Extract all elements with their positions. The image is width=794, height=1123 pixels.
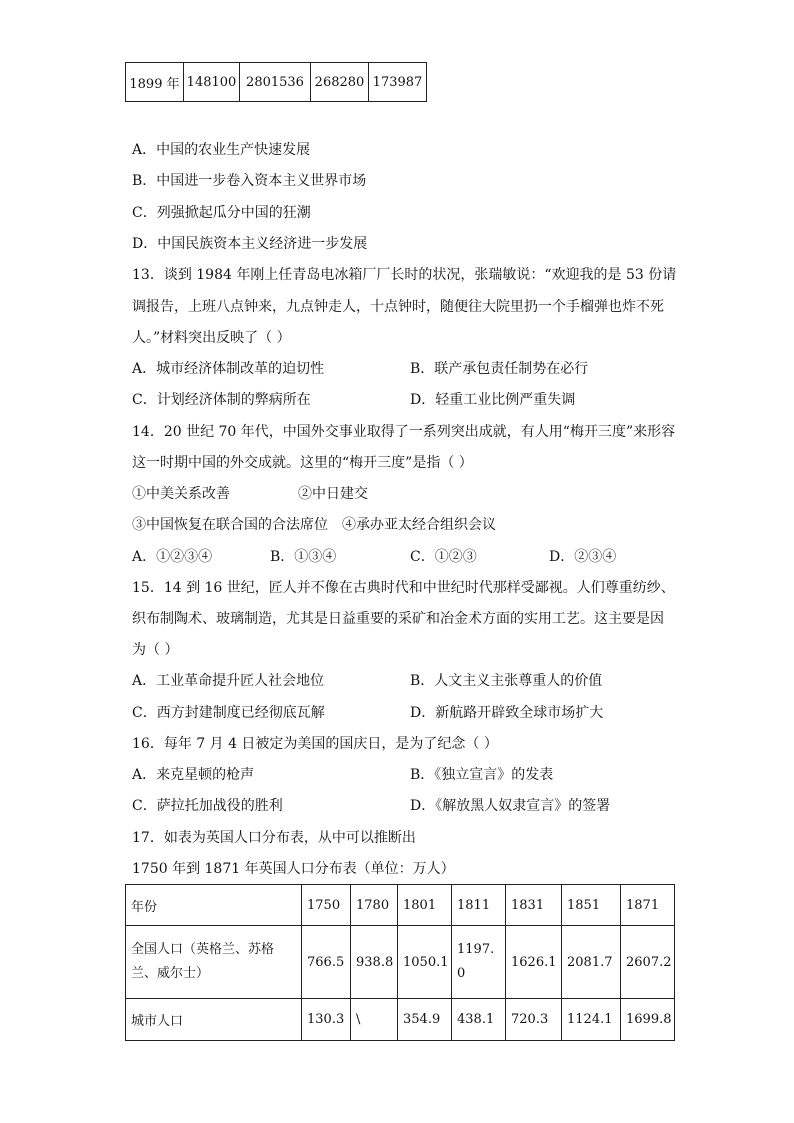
row-label-line: 全国人口（英格兰、苏格 [131,942,275,957]
q12-option-c: C．列强掀起瓜分中国的狂潮 [132,205,311,221]
table-cell: 1899 年 [126,63,184,102]
table-cell: 1626.1 [506,926,562,999]
table-cell: 1050.1 [398,926,452,999]
q15-stem-line: 为（ ） [132,642,179,658]
q17-table-title: 1750 年到 1871 年英国人口分布表（单位：万人） [132,861,455,877]
table-cell: 1699.8 [621,999,675,1041]
q16-option-b: B．《独立宣言》的发表 [410,767,554,783]
table-row [126,63,427,102]
q14-item-3: ③中国恢复在联合国的合法席位 [132,517,328,533]
table-header-cell: 1831 [506,885,562,926]
table-row [126,926,675,999]
q14-option-c: C．①②③ [410,549,477,565]
q13-option-a: A．城市经济体制改革的迫切性 [132,361,325,377]
q13-stem-line: 人。”材料突出反映了（ ） [132,330,291,346]
table-row-label: 城市人口 [126,999,302,1041]
table-header-cell: 1851 [562,885,621,926]
table-cell: 2081.7 [562,926,621,999]
table-cell: 354.9 [398,999,452,1041]
table-cell: 268280 [311,63,369,102]
table-cell: 938.8 [351,926,398,999]
q15-option-c: C．西方封建制度已经彻底瓦解 [132,705,325,721]
q17-stem: 17．如表为英国人口分布表，从中可以推断出 [132,830,416,846]
table-header-cell: 1811 [452,885,506,926]
table-row [126,885,675,926]
table-cell: 173987 [369,63,427,102]
population-table [125,884,675,1041]
table-cell: 766.5 [302,926,351,999]
table-cell: 148100 [184,63,240,102]
q14-stem-line: 14．20 世纪 70 年代，中国外交事业取得了一系列突出成就，有人用“梅开三度”来形容 [132,424,676,440]
table-row [126,999,675,1041]
q14-option-d: D．②③④ [549,549,617,565]
q14-item-4: ④承办亚太经合组织会议 [342,517,496,533]
table-cell: \ [351,999,398,1041]
q16-stem: 16．每年 7 月 4 日被定为美国的国庆日，是为了纪念（ ） [132,736,498,752]
table-row-label [126,926,302,999]
table-cell [452,926,506,999]
q15-stem-line: 15．14 到 16 世纪，匠人并不像在古典时代和中世纪时代那样受鄙视。人们尊重纺纱、 [132,580,675,596]
table-cell: 2607.2 [621,926,675,999]
table-header-cell: 年份 [126,885,302,926]
q16-option-c: C．萨拉托加战役的胜利 [132,798,283,814]
q13-stem-line: 13．谈到 1984 年刚上任青岛电冰箱厂厂长时的状况，张瑞敏说：“欢迎我的是 53 份请 [132,267,677,283]
table-cell: 1124.1 [562,999,621,1041]
q16-option-d: D．《解放黑人奴隶宣言》的签署 [410,798,611,814]
q14-stem-line: 这一时期中国的外交成就。这里的“梅开三度”是指（ ） [132,455,473,471]
q12-option-d: D．中国民族资本主义经济进一步发展 [132,236,368,252]
cell-line: 0 [457,966,466,981]
q16-option-a: A．来克星顿的枪声 [132,767,255,783]
q13-option-c: C．计划经济体制的弊病所在 [132,392,311,408]
q12-option-b: B．中国进一步卷入资本主义世界市场 [132,173,367,189]
row-label-line: 兰、威尔士） [131,966,210,981]
table-cell: 130.3 [302,999,351,1041]
q13-option-d: D．轻重工业比例严重失调 [410,392,576,408]
q15-option-d: D．新航路开辟致全球市场扩大 [410,705,604,721]
table-header-cell: 1780 [351,885,398,926]
table-cell: 438.1 [452,999,506,1041]
q15-stem-line: 织布制陶术、玻璃制造，尤其是日益重要的采矿和冶金术方面的实用工艺。这主要是因 [132,611,664,627]
table-header-cell: 1801 [398,885,452,926]
q15-option-b: B．人文主义主张尊重人的价值 [410,673,603,689]
table-header-cell: 1871 [621,885,675,926]
table-header-cell: 1750 [302,885,351,926]
q14-option-b: B．①③④ [270,549,337,565]
q12-option-a: A．中国的农业生产快速发展 [132,142,311,158]
q14-item-1: ①中美关系改善 [132,486,230,502]
table-cell: 720.3 [506,999,562,1041]
q13-option-b: B．联产承包责任制势在必行 [410,361,589,377]
data-table-1899 [125,62,427,102]
q14-item-2: ②中日建交 [298,486,368,502]
q13-stem-line: 调报告，上班八点钟来，九点钟走人，十点钟时，随便往大院里扔一个手榴弹也炸不死 [132,299,664,315]
q14-option-a: A．①②③④ [132,549,213,565]
cell-line: 1197. [457,942,495,957]
table-cell: 2801536 [240,63,311,102]
q15-option-a: A．工业革命提升匠人社会地位 [132,673,325,689]
